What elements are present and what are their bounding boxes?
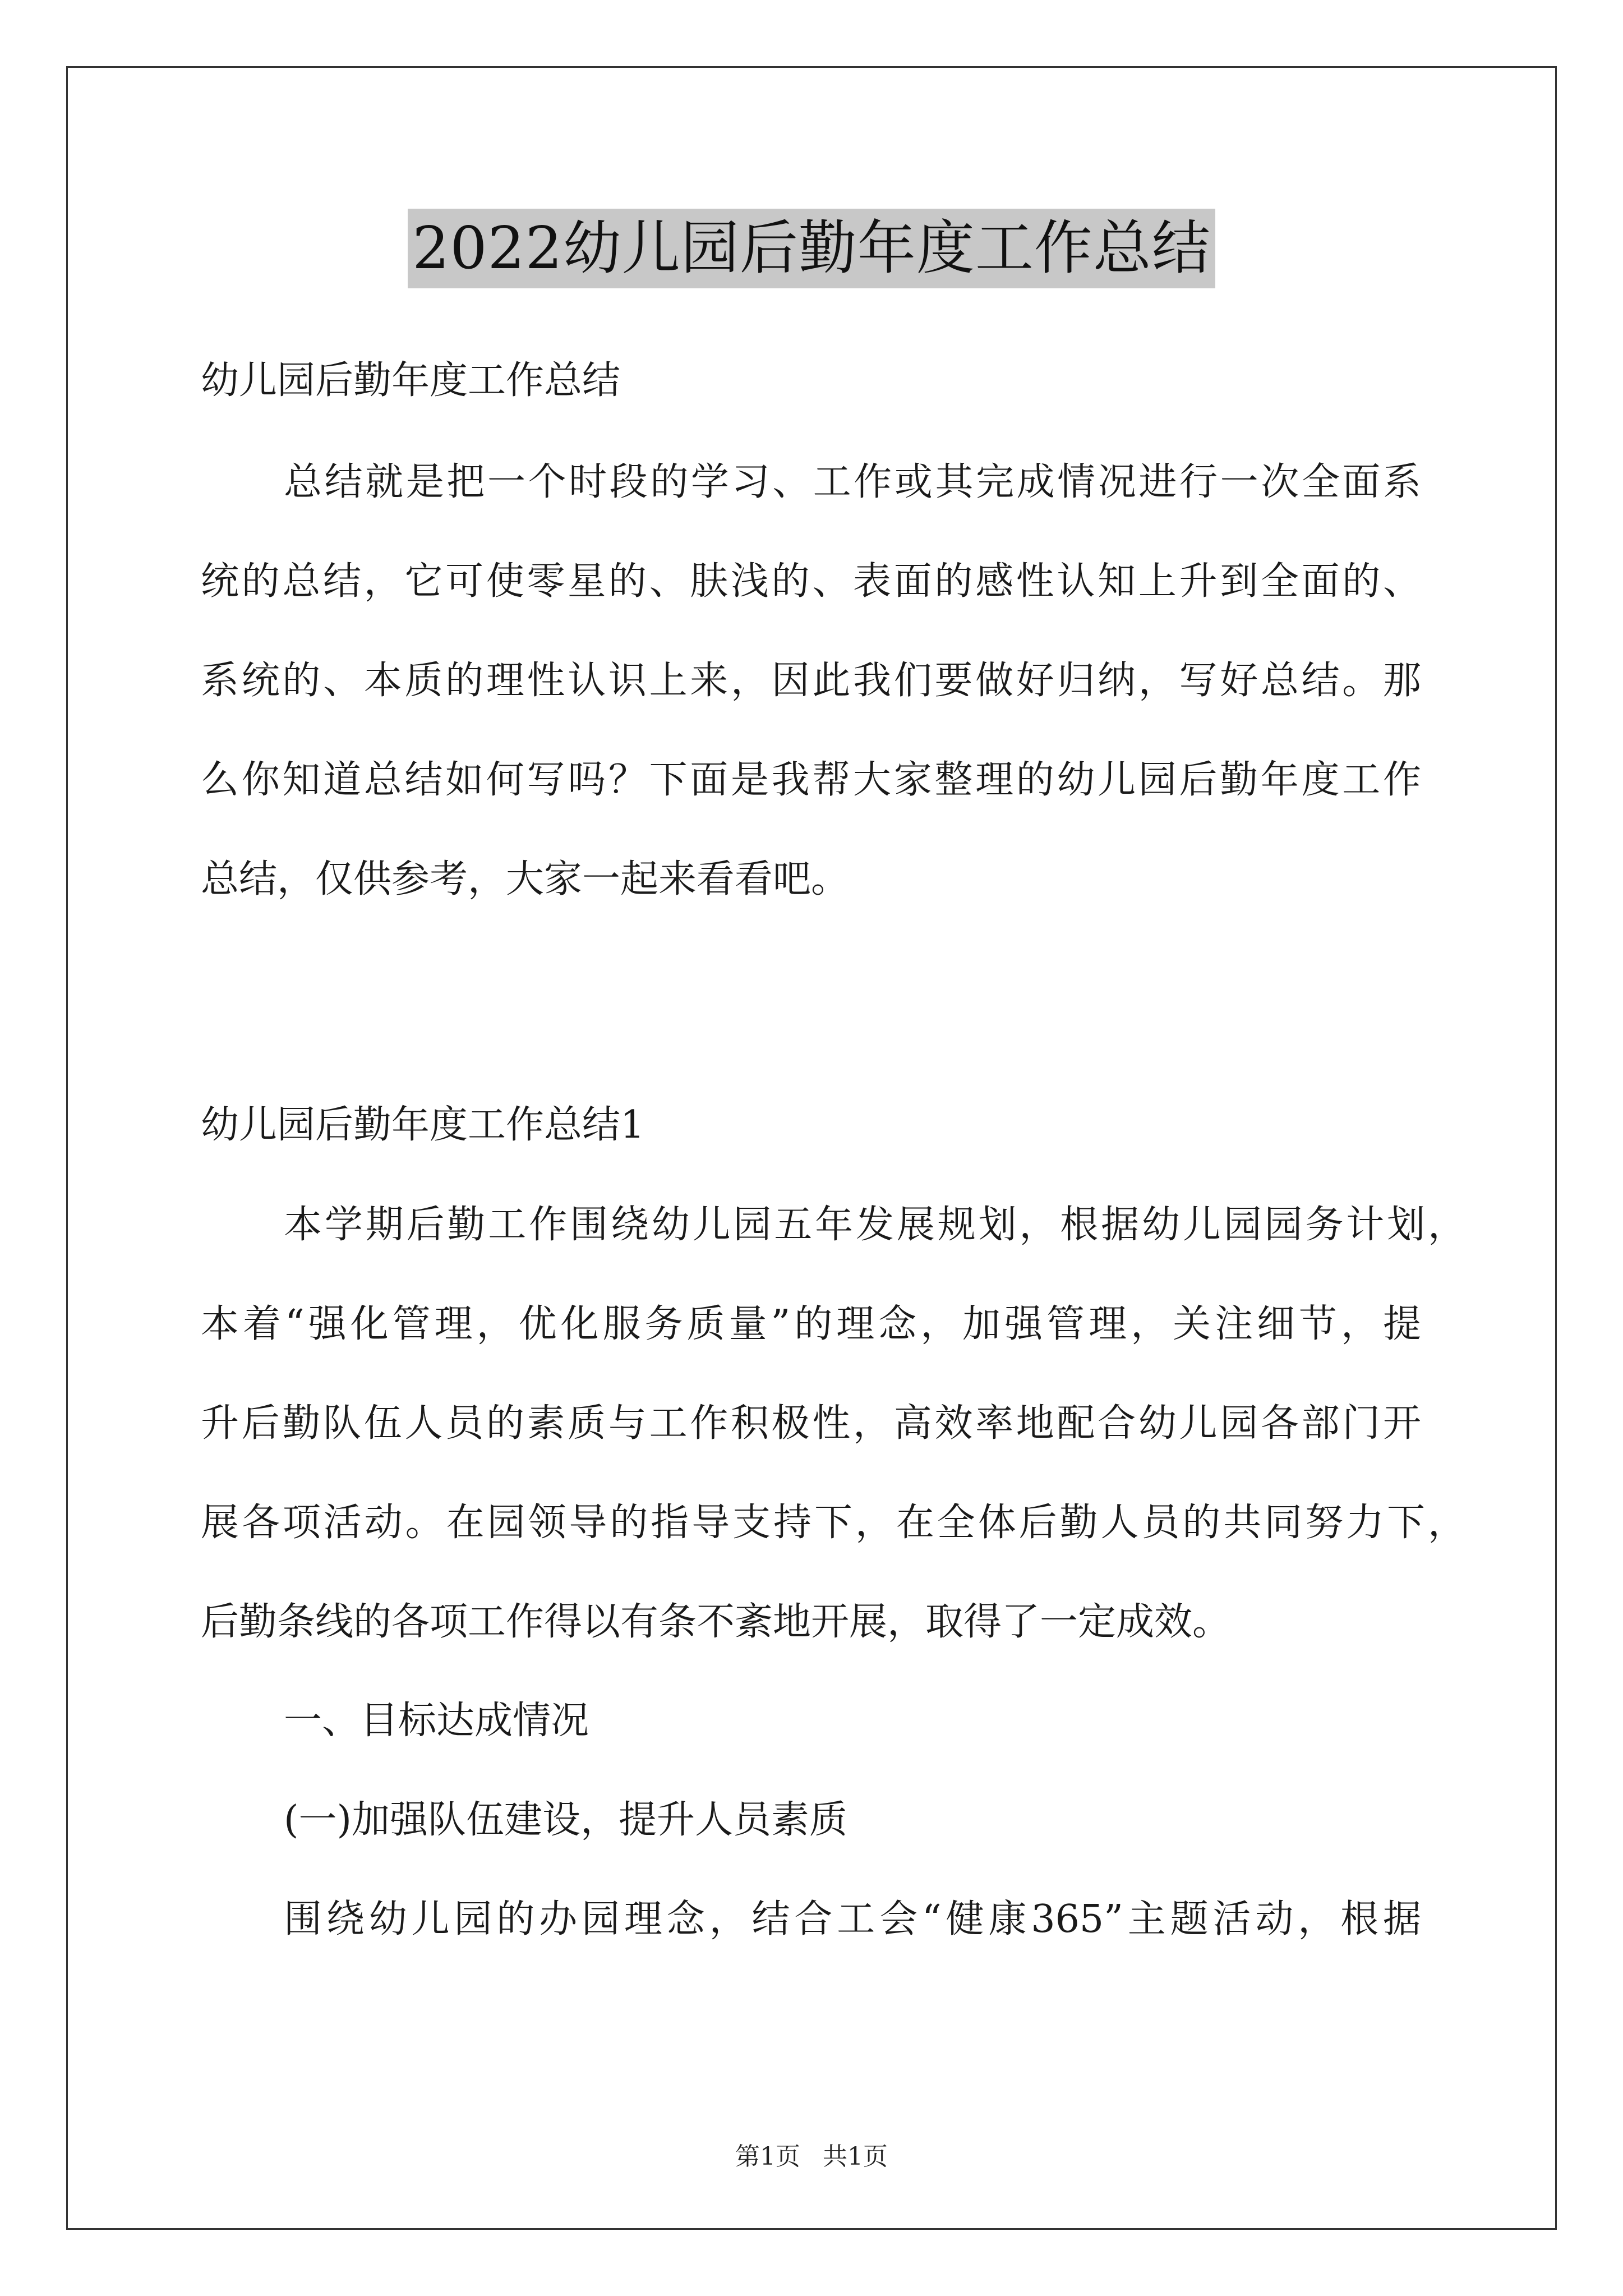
- page-footer: [0, 2136, 1623, 2172]
- paragraph-line: 么你知道总结如何写吗？下面是我帮大家整理的幼儿园后勤年度工作: [201, 758, 1421, 802]
- paragraph-line: 系统的、本质的理性认识上来，因此我们要做好归纳，写好总结。那: [201, 659, 1421, 703]
- paragraph-line: 总结就是把一个时段的学习、工作或其完成情况进行一次全面系: [284, 460, 1421, 504]
- paragraph-line: 后勤条线的各项工作得以有条不紊地开展，取得了一定成效。: [201, 1600, 1231, 1644]
- title-container: [0, 209, 1623, 288]
- subsection-heading: 一、目标达成情况: [284, 1699, 589, 1743]
- paragraph-line: 统的总结，它可使零星的、肤浅的、表面的感性认知上升到全面的、: [201, 559, 1421, 604]
- section-heading: 幼儿园后勤年度工作总结1: [201, 1103, 645, 1147]
- paragraph-line: 升后勤队伍人员的素质与工作积极性，高效率地配合幼儿园各部门开: [201, 1401, 1421, 1446]
- paragraph-line: 本着“强化管理，优化服务质量”的理念，加强管理，关注细节，提: [201, 1302, 1421, 1346]
- intro-heading: 幼儿园后勤年度工作总结: [201, 358, 621, 403]
- page-number: 第1页: [735, 2142, 800, 2171]
- paragraph-line: 展各项活动。在园领导的指导支持下，在全体后勤人员的共同努力下，: [201, 1501, 1466, 1545]
- paragraph-line: 围绕幼儿园的办园理念，结合工会“健康365”主题活动，根据: [284, 1897, 1421, 1941]
- page-total: 共1页: [823, 2142, 888, 2171]
- paragraph-line: 总结，仅供参考，大家一起来看看吧。: [201, 857, 850, 901]
- document-title: 2022幼儿园后勤年度工作总结: [408, 209, 1215, 288]
- paragraph-line: 本学期后勤工作围绕幼儿园五年发展规划，根据幼儿园园务计划，: [284, 1203, 1466, 1247]
- subsection-heading: (一)加强队伍建设，提升人员素质: [284, 1798, 848, 1842]
